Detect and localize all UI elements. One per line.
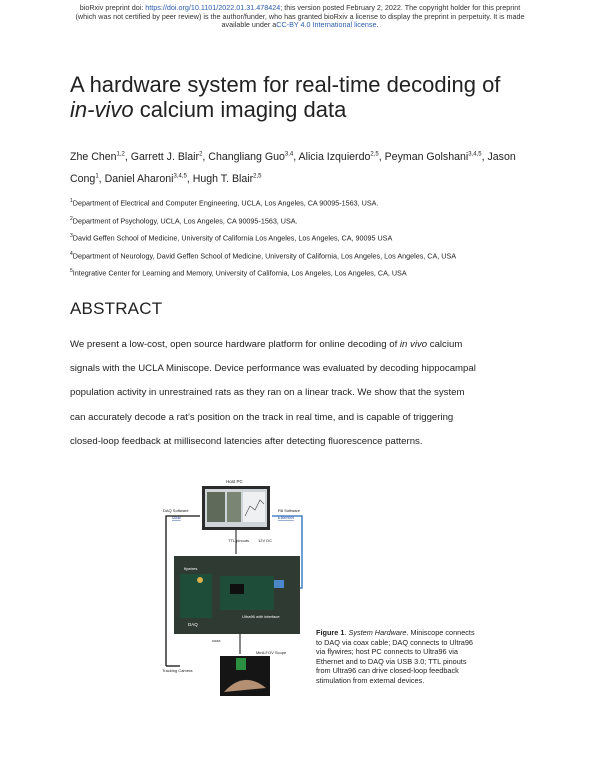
label-daq-software: DAQ Software	[163, 508, 189, 513]
author-affil-sup: 3,4	[284, 151, 294, 158]
doi-link[interactable]: https://doi.org/10.1101/2022.01.31.478424	[145, 3, 281, 12]
abstract-line	[70, 333, 540, 357]
label-host-pc: Host PC	[226, 479, 243, 484]
label-flywires: flywires	[184, 566, 198, 571]
miniscope-device	[236, 658, 246, 670]
author-name: Daniel Aharoni	[104, 173, 174, 185]
affiliation-item	[70, 230, 540, 248]
title-line-1: A hardware system for real-time decoding of	[70, 72, 501, 97]
system-hardware-illustration	[160, 476, 310, 701]
screen-window-right	[243, 492, 265, 522]
affiliation-text: David Geffen School of Medicine, University of California Los Angeles, Los Angeles, CA, 90095 USA	[72, 233, 393, 243]
license-link[interactable]: CC-BY 4.0 International license	[276, 20, 377, 30]
author-separator: ,	[202, 151, 209, 163]
author-name: Jason Cong	[70, 151, 516, 185]
author-separator: ,	[293, 151, 299, 163]
affiliation-item	[70, 265, 540, 283]
author-affil-sup: 3,4,5	[468, 151, 482, 158]
author-affil-sup: 3,4,5	[173, 173, 187, 180]
affiliation-item	[70, 248, 540, 266]
label-coax: coax	[212, 638, 221, 643]
title-line-2: in-vivo calcium imaging data	[70, 97, 347, 122]
abstract-text: We present a low-cost, open source hardware platform for online decoding of	[70, 339, 400, 350]
abstract-text: signals with the UCLA Miniscope. Device performance was evaluated by decoding hippocampal	[70, 363, 476, 375]
abstract-body	[70, 333, 540, 454]
author-name: Garrett J. Blair	[130, 151, 200, 163]
figure-1-caption: Figure 1. System Hardware. Miniscope connects to DAQ via coax cable; DAQ connects to Ultra96 via flywires; host PC connects to Ultra96 via Ethernet and to DAQ via USB 3.0; TTL pinouts from Ultra96 can drive closed-loop feedback stimulation from external devices.	[316, 628, 475, 685]
label-ultra96: Ultra96 with interface	[242, 614, 280, 619]
screen-window-mid	[227, 492, 241, 522]
label-tracking-camera: Tracking Camera	[162, 668, 193, 673]
label-ethernet: Ethernet	[278, 515, 294, 520]
author-name: Changliang Guo	[208, 151, 285, 163]
abstract-italic: in vivo	[399, 339, 428, 350]
label-daq: DAQ	[188, 622, 198, 627]
author-affil-sup: 2	[199, 151, 203, 158]
affiliation-sup: 1	[70, 198, 73, 204]
affiliation-text: Department of Psychology, UCLA, Los Angeles, CA 90095-1563, USA.	[72, 215, 298, 225]
abstract-text: population activity in unrestrained rats as they ran on a linear track. We show that the system	[70, 387, 465, 399]
author-affil-sup: 1	[95, 173, 99, 180]
author-name: Hugh T. Blair	[192, 173, 254, 185]
abstract-line	[70, 430, 540, 454]
abstract-text: calcium	[427, 339, 463, 350]
author-name: Zhe Chen	[70, 151, 117, 163]
author-separator: ,	[378, 151, 385, 163]
daq-board	[180, 574, 212, 618]
caption-text: . Miniscope connects to DAQ via coax cable; DAQ connects to Ultra96 via flywires; host PC connects to Ultra96 via Ethernet and to DAQ via USB 3.0; TTL pinouts from Ultra96 can drive closed-loop feedback stimulation from external devices.	[316, 628, 475, 685]
author-separator: ,	[186, 173, 193, 185]
label-ttl-pinouts: TTL pinouts	[228, 538, 249, 543]
preprint-header	[0, 4, 600, 30]
affiliation-sup: 5	[70, 268, 73, 274]
affiliation-sup: 2	[70, 215, 73, 222]
affiliation-sup: 4	[70, 250, 73, 257]
label-r8-software: R8 Software	[278, 508, 301, 513]
affiliation-item	[70, 195, 540, 213]
abstract-line	[70, 381, 540, 405]
author-separator: ,	[124, 151, 131, 163]
author-separator: ,	[98, 173, 105, 185]
abstract-line	[70, 357, 540, 381]
author-separator: ,	[481, 151, 488, 163]
author-name: Alicia Izquierdo	[298, 151, 371, 163]
affiliation-text: Department of Neurology, David Geffen School of Medicine, University of California, Los Angeles, Los Angeles, CA, USA	[72, 250, 457, 260]
affiliation-text: Department of Electrical and Computer Engineering, UCLA, Los Angeles, CA 90095-1563, USA.	[72, 198, 379, 208]
coax-connector	[197, 577, 203, 583]
affiliation-text: Integrative Center for Learning and Memory, University of California, Los Angeles, Los Angeles, CA, USA	[72, 268, 407, 278]
label-usb: USB	[172, 515, 181, 520]
abstract-text: can accurately decode a rat’s position on the track in real time, and is capable of triggering	[70, 411, 454, 423]
header-line-3: available under aCC-BY 4.0 International license.	[221, 20, 379, 30]
label-12v-dc: 12V DC	[258, 538, 273, 543]
abstract-heading: ABSTRACT	[70, 299, 163, 318]
header-line-1: bioRxiv preprint doi: https://doi.org/10.1101/2022.01.31.478424; this version posted February 2, 2022. The copyright holder for this preprint	[79, 3, 521, 12]
author-affil-sup: 2,5	[370, 151, 379, 158]
ethernet-adapter	[274, 580, 284, 588]
author-name: Peyman Golshani	[384, 151, 469, 163]
ultra96-board	[220, 576, 274, 610]
caption-label: Figure 1	[316, 628, 345, 637]
header-line-2: (which was not certified by peer review) is the author/funder, who has granted bioRxiv a license to display the preprint in perpetuity. It is made	[75, 11, 525, 21]
author-affil-sup: 1,2	[116, 151, 125, 158]
author-list	[70, 146, 540, 190]
paper-title	[70, 72, 550, 122]
affiliation-list	[70, 195, 540, 283]
abstract-text: closed-loop feedback at millisecond latencies after detecting fluorescence patterns.	[70, 435, 423, 447]
label-miniscope: MiniLFOV Scope	[256, 650, 287, 655]
figure-1-photo	[160, 476, 310, 701]
author-affil-sup: 2,5	[253, 173, 262, 180]
affiliation-item	[70, 213, 540, 231]
abstract-line	[70, 406, 540, 430]
affiliation-sup: 3	[70, 233, 73, 239]
ultra96-chip	[230, 584, 244, 594]
screen-window-left	[207, 492, 225, 522]
caption-title: System Hardware	[348, 628, 407, 637]
